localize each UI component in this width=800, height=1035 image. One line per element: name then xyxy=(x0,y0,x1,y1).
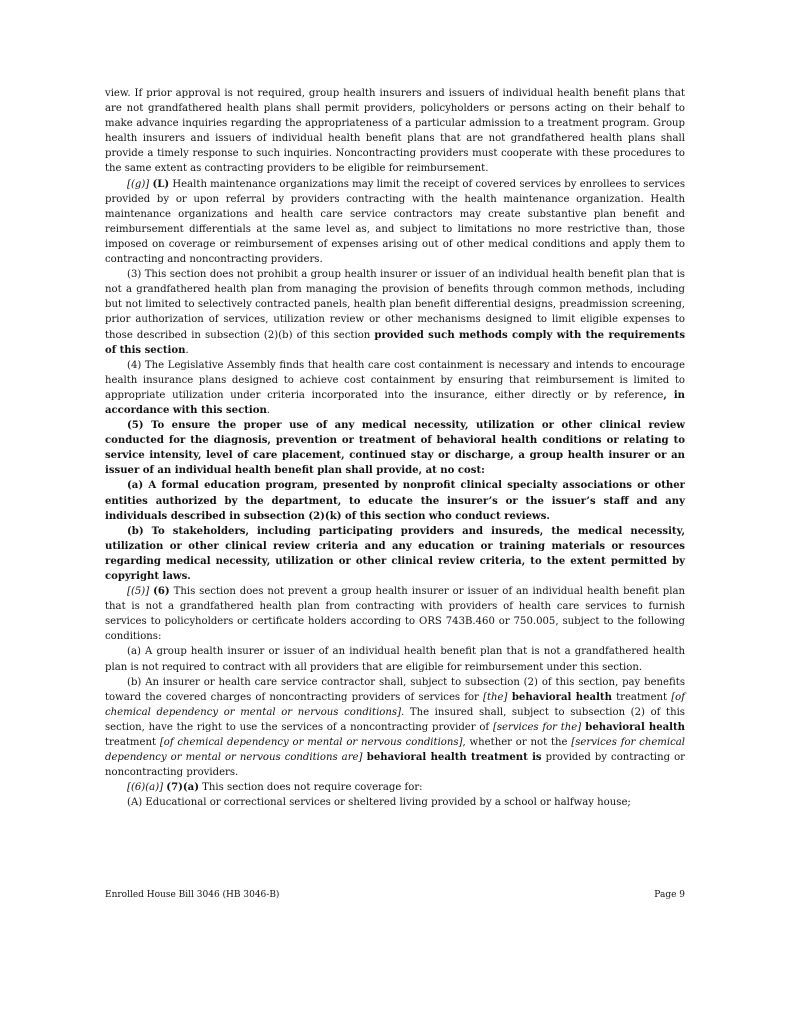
new-text: behavioral health treatment is xyxy=(362,752,542,764)
paragraph-7a xyxy=(105,780,685,795)
new-text: , in accordance with this section xyxy=(105,389,685,416)
footer-bill-title: Enrolled House Bill 3046 (HB 3046-B) xyxy=(105,890,280,900)
paragraph-end: . xyxy=(185,344,189,356)
paragraph-L xyxy=(105,177,685,268)
text-run: (b) An insurer or health care service contractor shall, subject to subsection (2) of this section, pay benefits toward the covered charges of noncontracting providers of services for xyxy=(105,676,685,703)
new-text: provided such methods comply with the requirements of this section xyxy=(105,329,686,356)
paragraph-3 xyxy=(105,267,685,358)
text-run: . The insured shall, subject to subsection (2) of this section, have the right to use the services of a noncontracting provider of xyxy=(105,706,685,733)
deleted-text: [services for chemical dependency or mental or nervous conditions are] xyxy=(105,737,686,764)
paragraph-end: . xyxy=(266,404,271,416)
paragraph-5a xyxy=(105,478,685,523)
paragraph-continuation: view. If prior approval is not required, group health insurers and issuers of individual health benefit plans that are not grandfathered health plans shall permit providers, policyholders or persons acting on their behalf to make advance inquiries regarding the appropriateness of a particular admission to a treatment program. Group health insurers and issuers of individual health benefit plans that are not grandfathered health plans shall provide a timely response to such inquiries. Noncontracting providers must cooperate with these procedures to the same extent as contracting providers to be eligible for reimbursement. xyxy=(105,88,685,175)
paragraph-text: (3) This section does not prohibit a group health insurer or issuer of an individual health benefit plan that is not a grandfathered health plan from managing the provision of benefits through common methods, including but not limited to selectively contracted panels, health plan benefit differential designs, preadmission screening, prior authorization of services, utilization review or other mechanisms designed to limit eligible expenses to those described in subsection (2)(b) of this section xyxy=(105,269,685,341)
text-run: , whether or not the xyxy=(462,737,572,749)
deleted-text: [(g)] xyxy=(127,178,150,190)
footer-page-number: Page 9 xyxy=(654,890,685,900)
paragraph-text: This section does not prevent a group health insurer or issuer of an individual health benefit plan that is not a grandfathered health plan from contracting with providers of health care services to furnish services to policyholders or certificate holders according to ORS 743B.460 or 750.005, subject to the following conditions: xyxy=(105,586,685,643)
deleted-text: [services for the] xyxy=(492,721,582,733)
text-run: treatment xyxy=(611,691,672,703)
paragraph-6a: (a) A group health insurer or issuer of an individual health benefit plan that is not a grandfathered health plan is not required to contract with all providers that are eligible for reimbursement under this section. xyxy=(105,646,685,673)
paragraph-5 xyxy=(105,418,685,478)
text-run: treatment xyxy=(105,737,160,749)
paragraph-text: Health maintenance organizations may limit the receipt of covered services by enrollees to services provided by or upon referral by providers contracting with the health maintenance organization. Health maintenance organizations and health care service contractors may create substantive plan benefit and reimbursement differentials at the same level as, and subject to limitations no more restrictive than, those imposed on coverage or reimbursement of expenses arising out of other medical conditions and apply them to contracting and noncontracting providers. xyxy=(105,178,685,266)
paragraph-4 xyxy=(105,358,685,418)
new-text: (b) To stakeholders, including participating providers and insureds, the medical necessity, utilization or other clinical review criteria and any education or training materials or resources regarding medical necessity, utilization or other clinical review criteria, to the extent permitted by copyright laws. xyxy=(105,525,685,582)
new-text: (6) xyxy=(153,586,170,598)
paragraph-text: (4) The Legislative Assembly finds that health care cost containment is necessary and intends to encourage health insurance plans designed to achieve cost containment by ensuring that reimbursement is limited to appropriate utilization under criteria incorporated into the insurance, either directly or by reference xyxy=(105,359,685,401)
deleted-text: [(6)(a)] xyxy=(127,782,164,794)
new-text: (L) xyxy=(152,178,170,190)
new-text: behavioral health xyxy=(507,691,612,703)
deleted-text: [of chemical dependency or mental or nervous conditions] xyxy=(105,691,685,718)
text-run: provided by contracting or noncontracting providers. xyxy=(105,752,685,779)
deleted-text: [(5)] xyxy=(127,586,150,598)
paragraph-6b xyxy=(105,675,685,781)
new-text: behavioral health xyxy=(581,721,685,733)
deleted-text: [the] xyxy=(483,691,508,703)
deleted-text: [of chemical dependency or mental or nervous conditions] xyxy=(159,737,463,749)
new-text: (5) To ensure the proper use of any medical necessity, utilization or other clinical review conducted for the diagnosis, prevention or treatment of behavioral health conditions or relating to service intensity, level of care placement, continued stay or discharge, a group health insurer or an issuer of an individual health benefit plan shall provide, at no cost: xyxy=(105,420,685,477)
paragraph-text: This section does not require coverage for: xyxy=(198,782,423,794)
new-text: (a) A formal education program, presented by nonprofit clinical specialty associations or other entities authorized by the department, to educate the insurer’s or the issuer’s staff and any individuals described in subsection (2)(k) of this section who conduct reviews. xyxy=(105,480,685,522)
paragraph-6 xyxy=(105,584,685,644)
paragraph-5b xyxy=(105,524,685,584)
paragraph-7A: (A) Educational or correctional services or sheltered living provided by a school or halfway house; xyxy=(127,797,631,809)
document-body xyxy=(105,86,685,811)
new-text: (7)(a) xyxy=(166,782,199,794)
